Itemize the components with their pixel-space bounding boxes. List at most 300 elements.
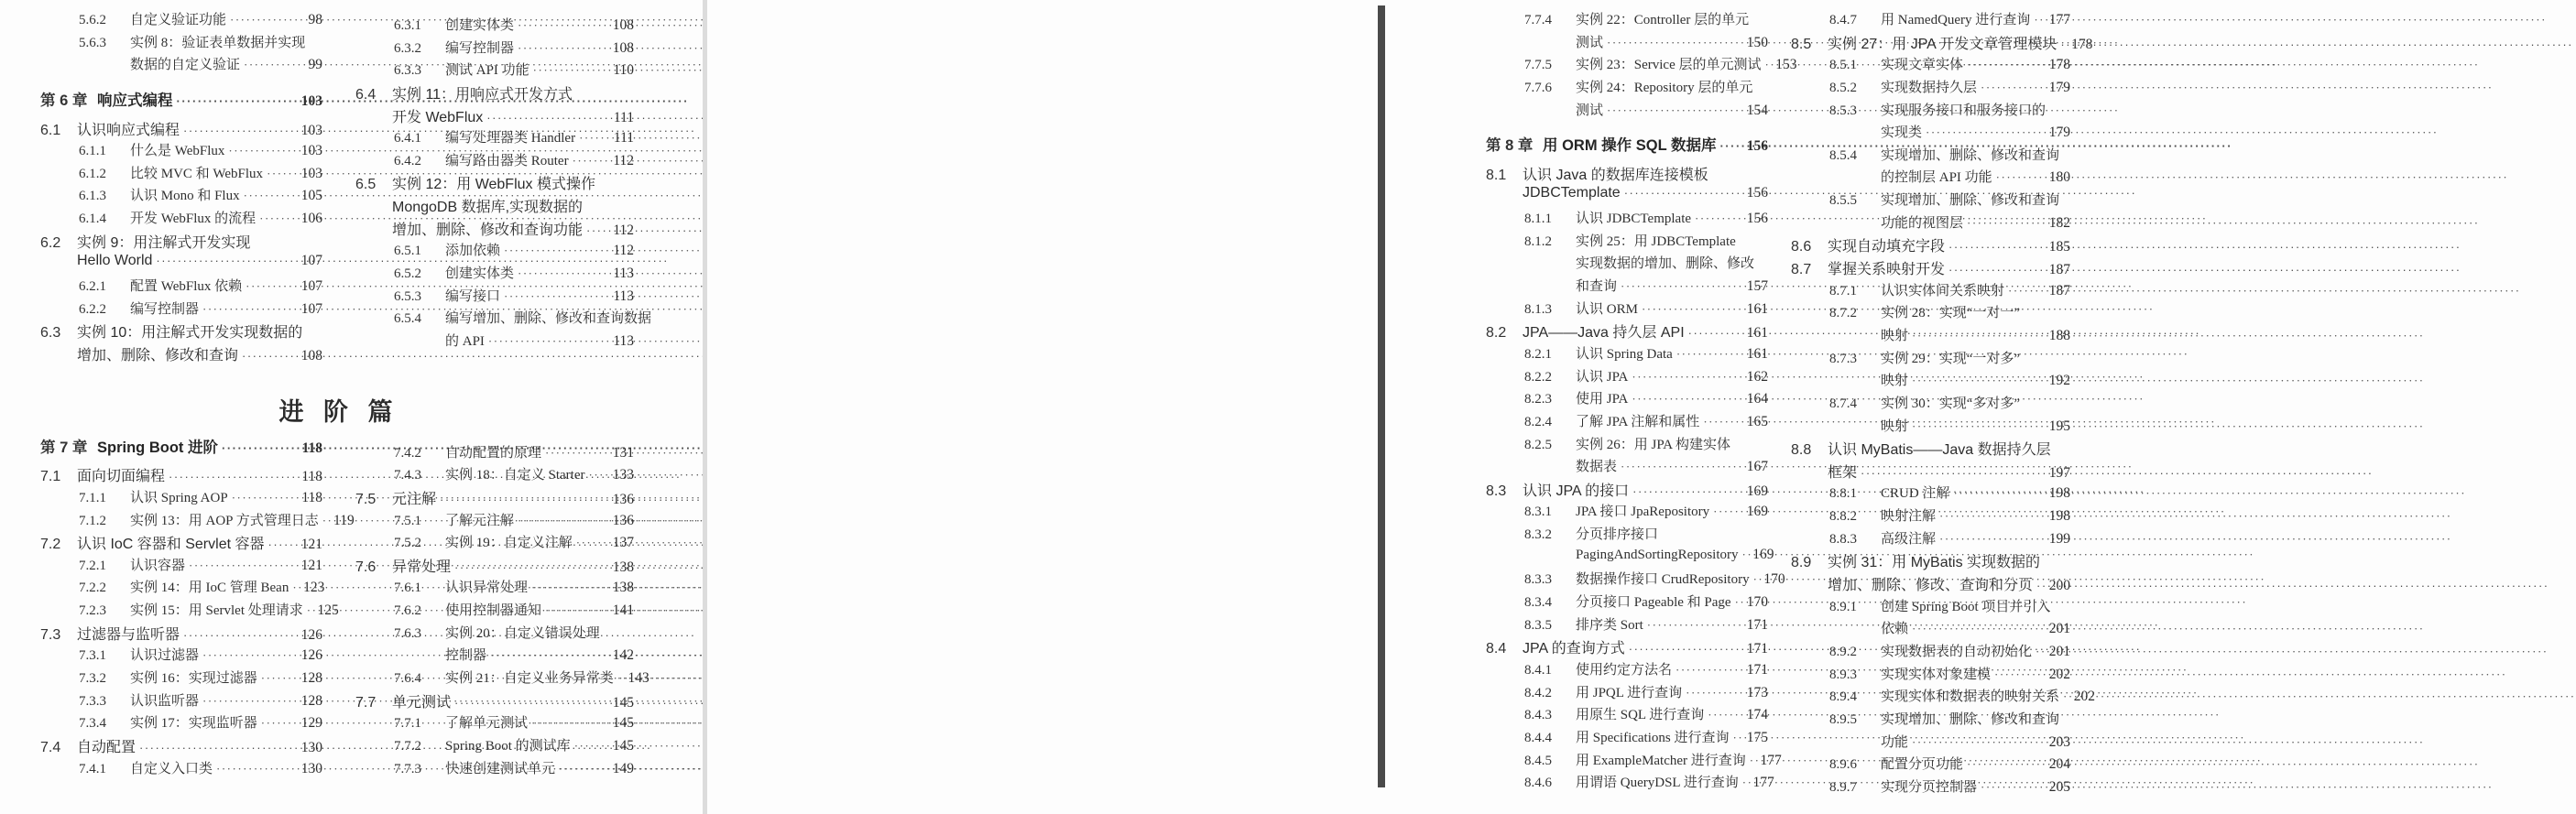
leader-dots bbox=[1632, 392, 1741, 407]
leader-dots bbox=[518, 514, 607, 528]
leader-dots bbox=[545, 603, 607, 618]
leader-dots bbox=[244, 189, 296, 203]
leader-dots bbox=[2034, 13, 2044, 27]
entry-number: 6.3.1 bbox=[394, 18, 421, 33]
page-number: 103 bbox=[300, 143, 322, 159]
entry-title: 实例 31：用 MyBatis 实现数据的 bbox=[1828, 555, 2041, 571]
leader-dots bbox=[440, 493, 607, 506]
entry-title: 认识 JDBCTemplate bbox=[1576, 212, 1692, 227]
entry-title: 认识 JPA 的接口 bbox=[1523, 483, 1630, 499]
entry-title: 自定义入口类 bbox=[130, 761, 213, 776]
page-number: 153 bbox=[1775, 57, 1797, 73]
toc-entry bbox=[1486, 100, 1768, 123]
page-number: 118 bbox=[301, 440, 322, 456]
entry-number: 7.7.2 bbox=[394, 738, 421, 754]
entry-title: 了解元注解 bbox=[445, 513, 515, 528]
entry-number: 8.7.2 bbox=[1829, 306, 1857, 321]
entry-number: 7.2.2 bbox=[79, 581, 106, 596]
entry-number: 8.2.4 bbox=[1524, 414, 1552, 429]
entry-number: 8.7.4 bbox=[1829, 396, 1857, 411]
entry-title: 认识监听器 bbox=[130, 693, 200, 709]
entry-title: 用谓语 QueryDSL 进行查询 bbox=[1576, 776, 1739, 791]
leader-dots bbox=[504, 289, 607, 304]
entry-number: 7.1 bbox=[40, 469, 61, 485]
toc-entry bbox=[40, 510, 355, 533]
entry-number: 8.1.2 bbox=[1524, 233, 1552, 249]
entry-title: 过滤器与监听器 bbox=[77, 626, 180, 643]
entry-number: 6.3.3 bbox=[394, 63, 421, 79]
entry-number: 8.8.2 bbox=[1829, 509, 1857, 525]
leader-dots bbox=[579, 131, 607, 146]
page-number: 112 bbox=[613, 152, 634, 168]
entry-title: 实例 30：实现“多对多” bbox=[1881, 396, 2021, 411]
leader-dots bbox=[588, 468, 607, 483]
toc-entry bbox=[355, 60, 634, 82]
leader-dots bbox=[1632, 370, 1741, 385]
page-number: 178 bbox=[2048, 57, 2070, 73]
toc-entry bbox=[1791, 167, 2070, 190]
entry-title: 认识 JPA bbox=[1576, 369, 1629, 385]
toc-entry bbox=[1486, 253, 1768, 276]
entry-number: 8.3.5 bbox=[1524, 617, 1552, 633]
page-number: 171 bbox=[1746, 616, 1768, 633]
entry-title: 添加依赖 bbox=[445, 244, 501, 259]
entry-number: 6.1.1 bbox=[79, 144, 106, 159]
page-number: 175 bbox=[1746, 729, 1768, 745]
entry-title: 实现数据表的自动初始化 bbox=[1881, 644, 2033, 659]
page-gutter-divider bbox=[703, 0, 707, 814]
entry-title: Hello World bbox=[77, 253, 153, 269]
entry-title: 认识过滤器 bbox=[130, 648, 200, 664]
page-number: 107 bbox=[300, 278, 322, 295]
toc-entry bbox=[1791, 709, 2070, 732]
page-number: 145 bbox=[612, 737, 634, 754]
toc-entry bbox=[40, 464, 322, 487]
page-number: 110 bbox=[613, 62, 634, 79]
leader-dots bbox=[518, 41, 607, 56]
entry-title: 编写接口 bbox=[445, 288, 501, 304]
page-number: 162 bbox=[1746, 368, 1768, 385]
toc-entry bbox=[355, 263, 634, 286]
toc-entry bbox=[40, 88, 322, 111]
page-number: 201 bbox=[2048, 621, 2070, 637]
toc-entry bbox=[1791, 122, 2070, 145]
entry-title: 编写路由器类 Router bbox=[445, 153, 569, 168]
entry-title: 单元测试 bbox=[392, 694, 452, 711]
entry-title: 测试 bbox=[1576, 35, 1604, 50]
entry-title: 什么是 WebFlux bbox=[130, 144, 225, 159]
entry-title: 创建 Spring Boot 项目并引入 bbox=[1881, 599, 2051, 614]
toc-entry bbox=[355, 127, 634, 150]
page-number: 125 bbox=[317, 602, 339, 619]
entry-number: 8.8.1 bbox=[1829, 486, 1857, 502]
part-heading: 进 阶 篇 bbox=[278, 398, 399, 426]
entry-title: 实例 12：用 WebFlux 模式操作 bbox=[392, 177, 595, 193]
toc-entry bbox=[1791, 280, 2070, 303]
entry-number: 7.1.1 bbox=[79, 490, 106, 505]
entry-number: 7.4 bbox=[40, 739, 61, 755]
leader-dots bbox=[1621, 460, 1741, 474]
toc-entry bbox=[1791, 732, 2070, 754]
entry-title: 实例 16：实现过滤器 bbox=[130, 671, 257, 687]
page-number: 164 bbox=[1746, 391, 1768, 407]
entry-title: 实例 10：用注解式开发实现数据的 bbox=[77, 325, 303, 342]
toc-entry bbox=[40, 9, 322, 32]
page-number: 179 bbox=[2048, 125, 2070, 141]
entry-number: 8.4.5 bbox=[1524, 753, 1552, 768]
entry-title: 映射 bbox=[1881, 374, 1909, 389]
entry-number: 6.4.2 bbox=[394, 153, 421, 168]
toc-entry bbox=[1791, 438, 2070, 461]
toc-entry bbox=[40, 163, 322, 186]
page-left bbox=[0, 0, 703, 814]
entry-title: 映射注解 bbox=[1881, 509, 1937, 525]
entry-title: JPA——Java 持久层 API bbox=[1523, 325, 1685, 342]
page-number: 202 bbox=[2073, 689, 2096, 705]
leader-dots bbox=[1621, 279, 1741, 294]
leader-dots bbox=[1912, 735, 2044, 750]
entry-title: 实现数据持久层 bbox=[1881, 80, 1978, 95]
entry-title: 了解单元测试 bbox=[445, 716, 529, 732]
entry-number: 8.2.5 bbox=[1524, 437, 1552, 452]
toc-entry bbox=[1791, 664, 2070, 687]
page-number: 161 bbox=[1746, 345, 1768, 362]
entry-title: 实例 8：验证表单数据并实现 bbox=[130, 35, 306, 50]
entry-number: 6.3.2 bbox=[394, 40, 421, 56]
toc-entry bbox=[40, 690, 322, 713]
entry-title: 认识容器 bbox=[130, 558, 186, 573]
toc-entry bbox=[1791, 776, 2070, 799]
entry-number: 7.4.3 bbox=[394, 468, 421, 483]
leader-dots bbox=[1912, 374, 2044, 388]
entry-number: 6.5.1 bbox=[394, 244, 421, 259]
entry-title: 实例 9：用注解式开发实现 bbox=[77, 234, 251, 251]
leader-dots bbox=[1713, 505, 1741, 519]
entry-title: 开发 WebFlux bbox=[392, 109, 484, 125]
toc-entry bbox=[1486, 636, 1768, 659]
entry-number: 8.5.1 bbox=[1829, 58, 1857, 73]
toc-entry bbox=[1791, 550, 2070, 573]
entry-number: 8.5.2 bbox=[1829, 80, 1857, 95]
page-number: 111 bbox=[613, 130, 634, 147]
entry-number: 6.5.3 bbox=[394, 288, 421, 304]
entry-title: 使用控制器通知 bbox=[445, 603, 542, 619]
entry-number: 第 7 章 bbox=[40, 439, 88, 456]
leader-dots bbox=[228, 144, 296, 158]
entry-title: JPA 的查询方式 bbox=[1523, 641, 1625, 657]
leader-dots bbox=[1939, 509, 2044, 524]
toc-entry bbox=[355, 38, 634, 60]
entry-number: 6.2.1 bbox=[79, 279, 106, 295]
entry-number: 8.5.4 bbox=[1829, 147, 1857, 163]
entry-title: 实现实体和数据表的映射关系 bbox=[1881, 689, 2060, 705]
page-number: 177 bbox=[2048, 12, 2070, 27]
page-number: 119 bbox=[333, 512, 355, 528]
entry-number: 8.1 bbox=[1486, 167, 1507, 183]
page-number: 133 bbox=[612, 467, 634, 483]
leader-dots bbox=[1624, 186, 1741, 200]
scan-edge-bar bbox=[1378, 5, 1385, 787]
entry-title: 数据操作接口 CrudRepository bbox=[1576, 572, 1750, 588]
page-number: 198 bbox=[2048, 485, 2070, 502]
entry-number: 7.2.1 bbox=[79, 558, 106, 573]
page-number: 123 bbox=[303, 580, 325, 596]
page-number: 178 bbox=[2071, 36, 2093, 52]
entry-title: CRUD 注解 bbox=[1881, 486, 1950, 502]
entry-title: 实例 11：用响应式开发方式 bbox=[392, 86, 573, 103]
entry-title: 实现增加、删除、修改和查询 bbox=[1881, 147, 2060, 163]
toc-entry bbox=[355, 331, 634, 353]
toc-entry bbox=[40, 208, 322, 231]
page-number: 161 bbox=[1746, 300, 1768, 317]
page-number: 141 bbox=[612, 602, 634, 619]
entry-title: 实例 15：用 Servlet 处理请求 bbox=[130, 603, 303, 619]
entry-title: 实现增加、删除、修改和查询 bbox=[1881, 711, 2060, 727]
page-right bbox=[707, 0, 2096, 814]
page-number: 138 bbox=[612, 580, 634, 596]
toc-entry bbox=[355, 308, 652, 331]
toc-entry bbox=[355, 712, 634, 735]
toc-entry bbox=[1791, 257, 2070, 280]
toc-entry bbox=[1791, 190, 2070, 212]
entry-title: 增加、删除、修改和查询功能 bbox=[392, 222, 584, 238]
page-number: 121 bbox=[300, 557, 322, 573]
leader-dots bbox=[1939, 532, 2044, 547]
entry-number: 5.6.3 bbox=[79, 35, 106, 50]
entry-number: 8.9.3 bbox=[1829, 667, 1857, 682]
toc-entry bbox=[355, 555, 634, 578]
page-number: 161 bbox=[1746, 325, 1768, 342]
leader-dots bbox=[1708, 708, 1741, 722]
entry-number: 7.5 bbox=[355, 491, 377, 507]
entry-number: 6.5.2 bbox=[394, 266, 421, 282]
page-number: 198 bbox=[2048, 508, 2070, 525]
entry-title: 功能的视图层 bbox=[1881, 215, 1964, 231]
toc-entry bbox=[40, 298, 322, 321]
entry-title: 实现增加、删除、修改和查询 bbox=[1881, 193, 2060, 209]
entry-number: 8.4 bbox=[1486, 641, 1507, 657]
entry-number: 7.6.3 bbox=[394, 625, 421, 641]
page-number: 179 bbox=[2048, 79, 2070, 95]
entry-number: 8.2.1 bbox=[1524, 346, 1552, 362]
entry-title: PagingAndSortingRepository bbox=[1576, 547, 1739, 562]
entry-title: Spring Boot 进阶 bbox=[97, 439, 218, 456]
page-number: 113 bbox=[613, 288, 634, 304]
toc-entry bbox=[1791, 686, 2096, 709]
toc-entry bbox=[1791, 483, 2070, 505]
entry-number: 8.4.2 bbox=[1524, 685, 1552, 700]
entry-number: 8.3 bbox=[1486, 483, 1507, 499]
entry-title: 用 Specifications 进行查询 bbox=[1576, 730, 1730, 745]
toc-entry bbox=[1486, 772, 1774, 795]
entry-title: 编写控制器 bbox=[130, 301, 200, 317]
leader-dots bbox=[1948, 263, 2044, 277]
leader-dots bbox=[244, 58, 296, 72]
page-number: 118 bbox=[301, 489, 322, 505]
entry-number: 7.7.5 bbox=[1524, 58, 1552, 73]
entry-number: 7.6 bbox=[355, 559, 377, 575]
page-number: 136 bbox=[612, 512, 634, 528]
leader-dots bbox=[1675, 663, 1741, 678]
leader-dots bbox=[1926, 125, 2044, 140]
leader-dots bbox=[1912, 622, 2044, 636]
page-number: 197 bbox=[2048, 464, 2070, 481]
leader-dots bbox=[2008, 284, 2044, 298]
entry-title: 实现类 bbox=[1881, 125, 1923, 141]
entry-title: 控制器 bbox=[445, 648, 487, 664]
entry-title: 数据的自定义验证 bbox=[130, 58, 241, 73]
toc-entry bbox=[1486, 411, 1768, 434]
toc-entry bbox=[1791, 393, 2070, 416]
toc-entry bbox=[1486, 77, 1768, 100]
leader-dots bbox=[1967, 58, 2044, 72]
leader-dots bbox=[1735, 595, 1741, 610]
entry-title: 映射 bbox=[1881, 418, 1909, 434]
entry-title: 实例 28：实现“一对一” bbox=[1881, 306, 2021, 321]
page-number: 157 bbox=[1746, 278, 1768, 295]
page-number: 171 bbox=[1746, 641, 1768, 657]
entry-title: 元注解 bbox=[392, 491, 437, 507]
entry-title: 框架 bbox=[1828, 464, 1858, 481]
page-number: 156 bbox=[1746, 211, 1768, 227]
entry-title: 实例 20：自定义错误处理 bbox=[445, 625, 600, 641]
entry-title: 实例 13：用 AOP 方式管理日志 bbox=[130, 513, 319, 528]
entry-number: 6.1.3 bbox=[79, 189, 106, 204]
toc-entry bbox=[1486, 479, 1768, 502]
entry-number: 8.3.3 bbox=[1524, 572, 1552, 588]
entry-number: 8.9.4 bbox=[1829, 689, 1857, 705]
page-number: 113 bbox=[613, 332, 634, 349]
leader-dots bbox=[183, 628, 296, 642]
leader-dots bbox=[617, 671, 623, 686]
entry-title: 实现实体对象建模 bbox=[1881, 667, 1992, 682]
page-number: 201 bbox=[2048, 643, 2070, 659]
toc-entry bbox=[1486, 276, 1768, 298]
entry-title: 使用 JPA bbox=[1576, 392, 1629, 407]
entry-title: 认识 MyBatis——Java 数据持久层 bbox=[1828, 442, 2051, 459]
leader-dots bbox=[1996, 170, 2044, 185]
leader-dots bbox=[292, 581, 298, 595]
page-number: 107 bbox=[300, 300, 322, 317]
leader-dots bbox=[183, 124, 296, 137]
page-number: 174 bbox=[1746, 707, 1768, 723]
entry-title: 编写控制器 bbox=[445, 40, 515, 56]
entry-title: 实现数据的增加、删除、修改 bbox=[1576, 256, 1755, 272]
toc-entry bbox=[355, 510, 634, 533]
toc-entry bbox=[40, 487, 322, 510]
entry-number: 7.4.1 bbox=[79, 761, 106, 776]
entry-number: 8.1.1 bbox=[1524, 212, 1552, 227]
toc-entry bbox=[1486, 592, 1768, 614]
entry-number: 7.3 bbox=[40, 626, 61, 643]
entry-title: 高级注解 bbox=[1881, 531, 1937, 547]
page-number: 199 bbox=[2048, 530, 2070, 547]
toc-entry bbox=[355, 487, 634, 510]
leader-dots bbox=[1732, 731, 1741, 745]
entry-number: 8.9.5 bbox=[1829, 711, 1857, 727]
leader-dots bbox=[267, 167, 296, 181]
toc-entry bbox=[1486, 750, 1782, 773]
entry-number: 7.3.4 bbox=[79, 716, 106, 732]
entry-title: 配置分页功能 bbox=[1881, 757, 1964, 773]
leader-dots bbox=[177, 94, 297, 108]
toc-entry bbox=[1486, 659, 1768, 682]
toc-entry bbox=[40, 577, 325, 600]
entry-number: 6.3 bbox=[40, 325, 61, 342]
entry-number: 6.1.2 bbox=[79, 166, 106, 181]
entry-title: 认识响应式编程 bbox=[77, 122, 180, 138]
toc-entry bbox=[1486, 682, 1768, 705]
page-number: 137 bbox=[612, 535, 634, 551]
entry-title: 数据表 bbox=[1576, 460, 1618, 475]
toc-entry bbox=[1791, 302, 2070, 325]
toc-entry bbox=[1486, 434, 1768, 457]
toc-entry bbox=[1486, 133, 1768, 156]
page-number: 187 bbox=[2048, 282, 2070, 298]
entry-title: JDBCTemplate bbox=[1523, 185, 1621, 201]
leader-dots bbox=[1948, 240, 2044, 254]
toc-entry bbox=[1791, 9, 2070, 32]
toc-entry bbox=[40, 276, 322, 298]
entry-number: 7.2 bbox=[40, 537, 61, 553]
leader-dots bbox=[488, 334, 607, 349]
page-number: 143 bbox=[628, 670, 649, 687]
leader-dots bbox=[1861, 466, 2044, 480]
page-number: 156 bbox=[1746, 138, 1768, 155]
leader-dots bbox=[1695, 212, 1741, 226]
leader-dots bbox=[1753, 572, 1759, 587]
toc-entry bbox=[40, 253, 322, 276]
leader-dots bbox=[2063, 689, 2068, 704]
entry-title: JPA 接口 JpaRepository bbox=[1576, 505, 1710, 520]
entry-title: 了解 JPA 注解和属性 bbox=[1576, 414, 1700, 429]
page-number: 169 bbox=[1746, 483, 1768, 499]
entry-title: 编写增加、删除、修改和查询数据 bbox=[445, 311, 652, 327]
leader-dots bbox=[1607, 36, 1741, 50]
page-number: 105 bbox=[300, 188, 322, 204]
entry-number: 8.9.1 bbox=[1829, 599, 1857, 614]
entry-number: 8.9.7 bbox=[1829, 779, 1857, 795]
leader-dots bbox=[490, 648, 607, 663]
entry-title: Spring Boot 的测试库 bbox=[445, 738, 571, 754]
page-number: 138 bbox=[612, 559, 634, 575]
entry-number: 6.4.1 bbox=[394, 131, 421, 147]
toc-entry bbox=[1791, 416, 2070, 439]
page-number: 111 bbox=[613, 109, 634, 125]
entry-title: 和查询 bbox=[1576, 279, 1618, 295]
leader-dots bbox=[242, 349, 296, 363]
entry-title: 用 JPQL 进行查询 bbox=[1576, 685, 1683, 700]
leader-dots bbox=[1981, 780, 2044, 795]
toc-entry bbox=[1791, 54, 2070, 77]
toc-entry bbox=[1791, 618, 2070, 641]
leader-dots bbox=[1629, 642, 1741, 656]
toc-entry bbox=[355, 218, 634, 241]
entry-title: 创建实体类 bbox=[445, 18, 515, 33]
entry-number: 8.5 bbox=[1791, 36, 1812, 52]
entry-number: 6.5 bbox=[355, 177, 377, 193]
page-number: 192 bbox=[2048, 373, 2070, 389]
entry-number: 7.6.1 bbox=[394, 581, 421, 596]
entry-number: 8.9 bbox=[1791, 555, 1812, 571]
entry-number: 8.3.2 bbox=[1524, 527, 1552, 543]
toc-entry bbox=[40, 231, 322, 254]
entry-number: 第 8 章 bbox=[1486, 137, 1534, 155]
entry-title: 实现分页控制器 bbox=[1881, 779, 1978, 795]
leader-dots bbox=[1967, 216, 2044, 231]
toc-entry bbox=[40, 54, 322, 77]
page-number: 121 bbox=[300, 537, 322, 553]
